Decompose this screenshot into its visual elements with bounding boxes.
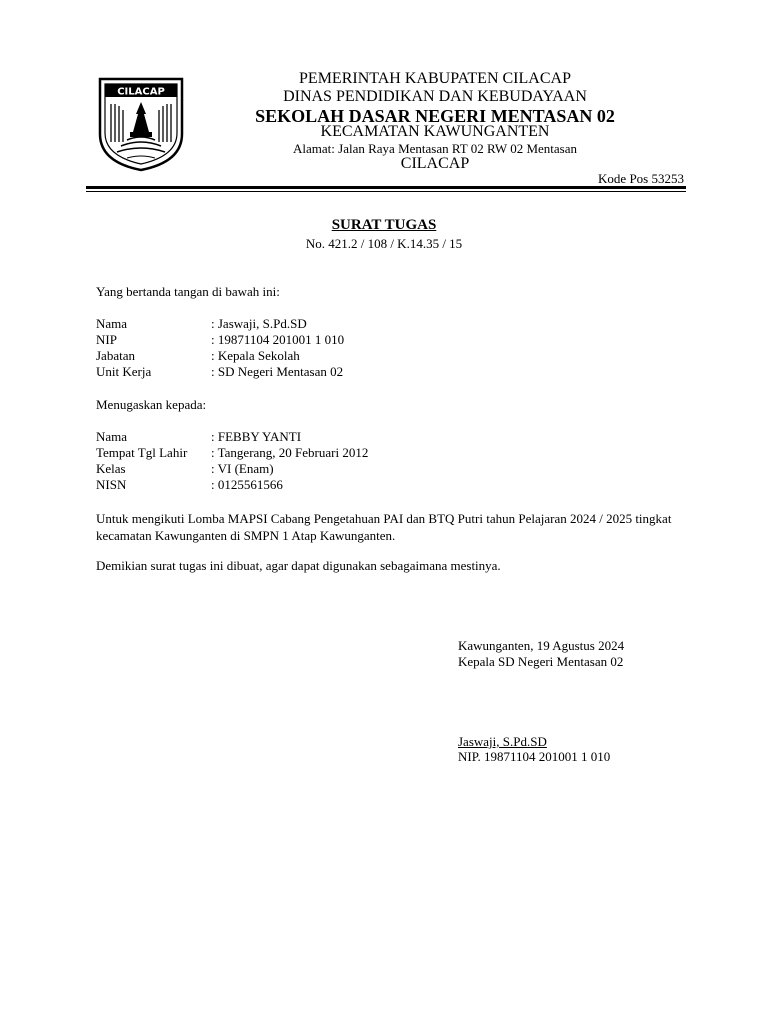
field-value: : FEBBY YANTI (211, 429, 302, 444)
svg-text:CILACAP: CILACAP (117, 86, 165, 98)
assignee-row (96, 445, 368, 461)
signer-row (96, 364, 343, 380)
field-value: : Tangerang, 20 Februari 2012 (211, 445, 369, 460)
letterhead-district: KECAMATAN KAWUNGANTEN (320, 123, 550, 140)
field-value: : SD Negeri Mentasan 02 (211, 364, 344, 379)
field-label: Jabatan (96, 348, 135, 363)
letterhead-department: DINAS PENDIDIKAN DAN KEBUDAYAAN (283, 88, 587, 105)
assign-intro-text: Menugaskan kepada: (96, 397, 207, 412)
assignee-row (96, 429, 301, 445)
field-label: Unit Kerja (96, 364, 152, 379)
signer-row (96, 348, 300, 364)
letterhead-divider-thick (86, 186, 686, 189)
field-label: Nama (96, 316, 128, 331)
signature-place-date: Kawunganten, 19 Agustus 2024 (458, 638, 625, 653)
intro-text: Yang bertanda tangan di bawah ini: (96, 284, 280, 299)
assignee-row (96, 461, 274, 477)
field-label: Tempat Tgl Lahir (96, 445, 188, 460)
field-value: : 0125561566 (211, 477, 283, 492)
field-value: : Jaswaji, S.Pd.SD (211, 316, 307, 331)
cilacap-emblem-logo (97, 76, 185, 172)
letterhead-government: PEMERINTAH KABUPATEN CILACAP (299, 70, 571, 87)
letterhead-address: Alamat: Jalan Raya Mentasan RT 02 RW 02 Mentasan (293, 141, 577, 156)
signer-row (96, 316, 307, 332)
purpose-paragraph: Untuk mengikuti Lomba MAPSI Cabang Pengetahuan PAI dan BTQ Putri tahun Pelajaran 2024 / 2025 tingkat kecamatan Kawunganten di SMPN 1 Atap Kawunganten. (96, 511, 672, 543)
letterhead-divider-thin (86, 191, 686, 192)
letterhead-postal-code: Kode Pos 53253 (598, 171, 684, 186)
signer-row (96, 332, 344, 348)
field-value: : 19871104 201001 1 010 (211, 332, 345, 347)
letterhead-city: CILACAP (400, 155, 470, 172)
field-label: NISN (96, 477, 127, 492)
letter-number: No. 421.2 / 108 / K.14.35 / 15 (305, 236, 463, 251)
closing-paragraph: Demikian surat tugas ini dibuat, agar dapat digunakan sebagaimana mestinya. (96, 558, 501, 573)
field-value: : VI (Enam) (211, 461, 274, 476)
field-label: Nama (96, 429, 128, 444)
signature-nip: NIP. 19871104 201001 1 010 (458, 749, 611, 764)
signature-position: Kepala SD Negeri Mentasan 02 (458, 654, 624, 669)
signature-name: Jaswaji, S.Pd.SD (458, 734, 547, 749)
field-label: Kelas (96, 461, 126, 476)
assignee-row (96, 477, 283, 493)
field-value: : Kepala Sekolah (211, 348, 300, 363)
letter-title: SURAT TUGAS (331, 217, 437, 233)
field-label: NIP (96, 332, 117, 347)
letterhead-school-name: SEKOLAH DASAR NEGERI MENTASAN 02 (255, 106, 615, 126)
